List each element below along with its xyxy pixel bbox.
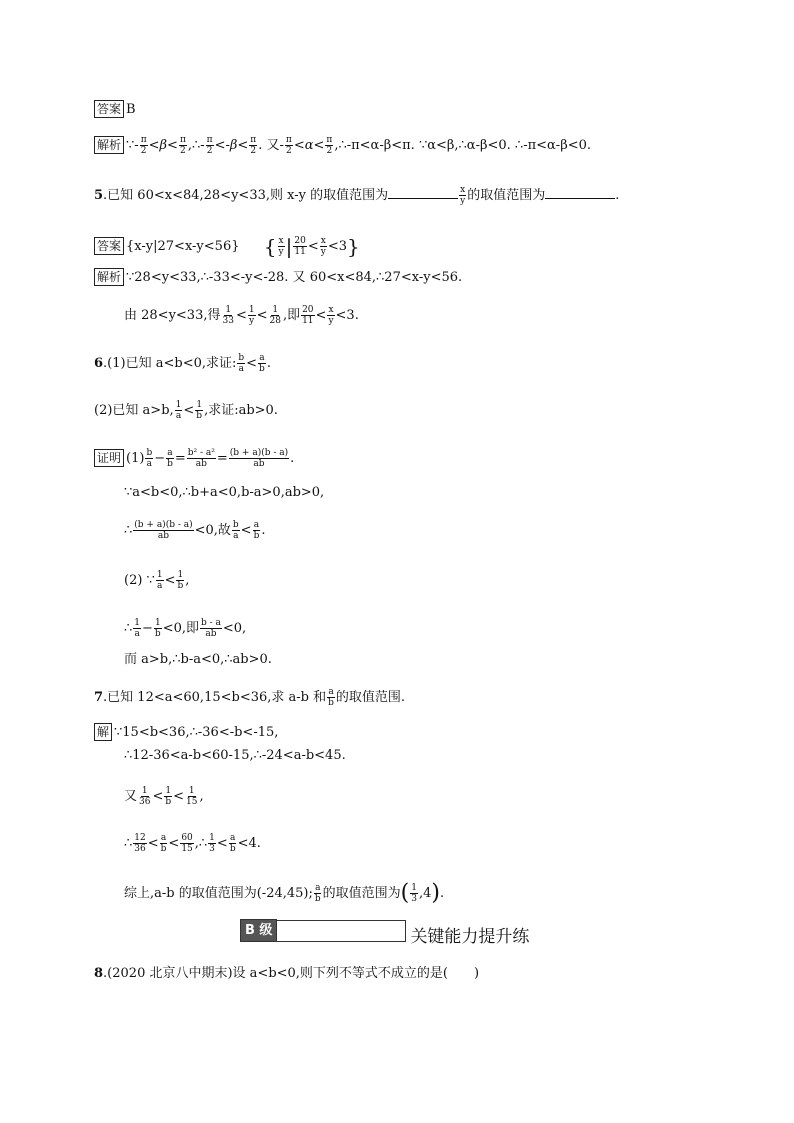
q7-conclusion: 综上,a-b 的取值范围为(-24,45); $\frac{a}{b}$ 的取值范围为( $\frac{1}{3}$ ,4). [124,880,445,906]
proof-tag: 证明 [94,449,124,467]
analysis-tag: 解析 [94,136,124,154]
q4-answer-value: B [126,102,136,117]
fraction: $\frac{(b + a)(b - a)}{ab}$ [229,448,289,469]
fraction: $\frac{60}{15}$ [181,833,193,854]
fraction: $\frac{\pi}{2}$ [285,135,292,156]
q6-proof-line2: ∵a<b<0,∴b+a<0,b-a>0,ab>0, [124,485,325,500]
fraction: $\frac{x}{y}$ [328,305,334,326]
q6-stem1: 6.(1)已知 a<b<0,求证: $\frac{b}{a}$ < $\frac{a}{b}$ . [94,353,271,374]
question-number: 6 [94,356,104,371]
fraction: $\frac{20}{11}$ [294,236,306,257]
q6-proof-line5: ∴ $\frac{1}{a}$ − $\frac{1}{b}$ <0,即 $\frac{b - a}{ab}$ <0, [124,618,247,639]
section-header [240,920,530,947]
q6-stem2: (2)已知 a>b, $\frac{1}{a}$ < $\frac{1}{b}$ ,求证:ab>0. [94,400,278,421]
fraction: $\frac{a}{b}$ [167,448,173,469]
question-number: 8 [94,966,104,981]
fraction: $\frac{\pi}{2}$ [140,135,147,156]
fraction: $\frac{x}{y}$ [278,236,284,257]
q5-analysis-line: 解析 ∵28<y<33,∴-33<-y<-28. 又 60<x<84,∴27<x-y<56. [94,268,462,286]
fraction: $\frac{\pi}{2}$ [206,135,213,156]
q7-solution-line1: 解 ∵15<b<36,∴-36<-b<-15, [94,723,278,741]
q5-analysis-line2: 由 28<y<33,得 $\frac{1}{33}$ < $\frac{1}{y}$ < $\frac{1}{28}$ ,即 $\frac{20}{11}$ < $\frac{x}{y}$ <3. [124,305,359,326]
q4-text: ∵- [126,138,139,153]
fraction: $\frac{1}{b}$ [165,786,172,807]
fraction: $\frac{\text{b² - a²}}{ab}$ [187,448,215,469]
q6-proof-line6: 而 a>b,∴b-a<0,∴ab>0. [124,652,272,667]
fraction: $\frac{a}{b}$ [253,520,260,541]
q4-analysis-line: 解析 ∵- $\frac{\pi}{2}$ <β< $\frac{\pi}{2}$ ,∴- $\frac{\pi}{2}$ <-β< $\frac{\pi}{2}$ . 又- $\frac{\pi}{2}$ <α< $\frac{\pi}{2}$ ,∴-π<α-β<π. ∵α<β,∴α-β<0. ∴-π<α-β<0. [94,135,591,156]
solution-tag: 解 [94,723,112,741]
fraction: $\frac{b - a}{ab}$ [200,618,221,639]
fraction: $\frac{1}{a}$ [134,618,141,639]
fraction: $\frac{b}{a}$ [146,448,153,469]
fraction: $\frac{20}{11}$ [302,305,314,326]
q7-solution-line4: ∴ $\frac{12}{36}$ < $\frac{a}{b}$ < $\frac{60}{15}$ ,∴ $\frac{1}{3}$ < $\frac{a}{b}$ <4. [124,833,261,854]
fraction: $\frac{a}{b}$ [229,833,236,854]
fraction: $\frac{a}{b}$ [259,353,265,374]
q6-proof-line3: ∴ $\frac{(b + a)(b - a)}{ab}$ <0,故 $\frac{b}{a}$ < $\frac{a}{b}$ . [124,520,266,541]
fraction: $\frac{1}{a}$ [175,400,182,421]
question-number: 5 [94,188,104,203]
answer-tag: 答案 [94,100,124,118]
fraction: $\frac{a}{b}$ [328,687,334,708]
fraction: $\frac{a}{b}$ [160,833,167,854]
fraction: $\frac{(b + a)(b - a)}{ab}$ [134,520,193,541]
q4-answer-line [94,100,136,118]
fraction: $\frac{1}{36}$ [139,786,151,807]
fraction: $\frac{x}{y}$ [320,236,326,257]
fraction: $\frac{1}{3}$ [209,833,215,854]
fraction: $\frac{\pi}{2}$ [250,135,257,156]
fraction: $\frac{x}{y}$ [460,185,466,206]
q6-proof-line1: 证明 (1) $\frac{b}{a}$ − $\frac{a}{b}$ = $\frac{\text{b² - a²}}{ab}$ = $\frac{(b + a)(b - a)}{ab}$ . [94,448,294,469]
fraction: $\frac{12}{36}$ [134,833,146,854]
section-header-box [277,920,406,942]
fraction: $\frac{1}{3}$ [411,883,417,904]
q7-stem: 7.已知 12<a<60,15<b<36,求 a-b 和 $\frac{a}{b}$ 的取值范围. [94,687,406,708]
q6-proof-line4: (2) ∵ $\frac{1}{a}$ < $\frac{1}{b}$ , [124,570,190,591]
fraction: $\frac{b}{a}$ [232,520,239,541]
q7-solution-line3: 又 $\frac{1}{36}$ < $\frac{1}{b}$ < $\frac{1}{15}$ , [124,786,204,807]
fraction: $\frac{\pi}{2}$ [179,135,186,156]
fraction: $\frac{\pi}{2}$ [326,135,333,156]
fraction: $\frac{b}{a}$ [238,353,245,374]
fraction: $\frac{1}{33}$ [222,305,234,326]
fraction: $\frac{1}{a}$ [156,570,163,591]
q8-stem: 8.(2020 北京八中期末)设 a<b<0,则下列不等式不成立的是( ) [94,966,480,981]
q5-stem: 5.已知 60<x<84,28<y<33,则 x-y 的取值范围为 $\frac{x}{y}$ 的取值范围为 . [94,185,620,206]
fraction: $\frac{1}{b}$ [154,618,161,639]
section-level-badge: B 级 [240,919,277,942]
analysis-tag: 解析 [94,268,124,286]
fraction: $\frac{1}{b}$ [196,400,203,421]
fill-blank [388,186,458,199]
fraction: $\frac{1}{y}$ [248,305,255,326]
fraction: $\frac{1}{28}$ [269,305,281,326]
q5-answer-line: 答案 {x-y|27<x-y<56} { $\frac{x}{y}$ | $\frac{20}{11}$ < $\frac{x}{y}$ <3} [94,236,360,257]
section-title: 关键能力提升练 [410,927,530,947]
q7-solution-line2: ∴12-36<a-b<60-15,∴-24<a-b<45. [124,748,346,763]
fraction: $\frac{1}{b}$ [177,570,184,591]
fraction: $\frac{1}{15}$ [186,786,198,807]
fill-blank [545,186,615,199]
fraction: $\frac{a}{b}$ [314,883,321,904]
answer-tag: 答案 [94,237,124,255]
question-number: 7 [94,690,104,705]
